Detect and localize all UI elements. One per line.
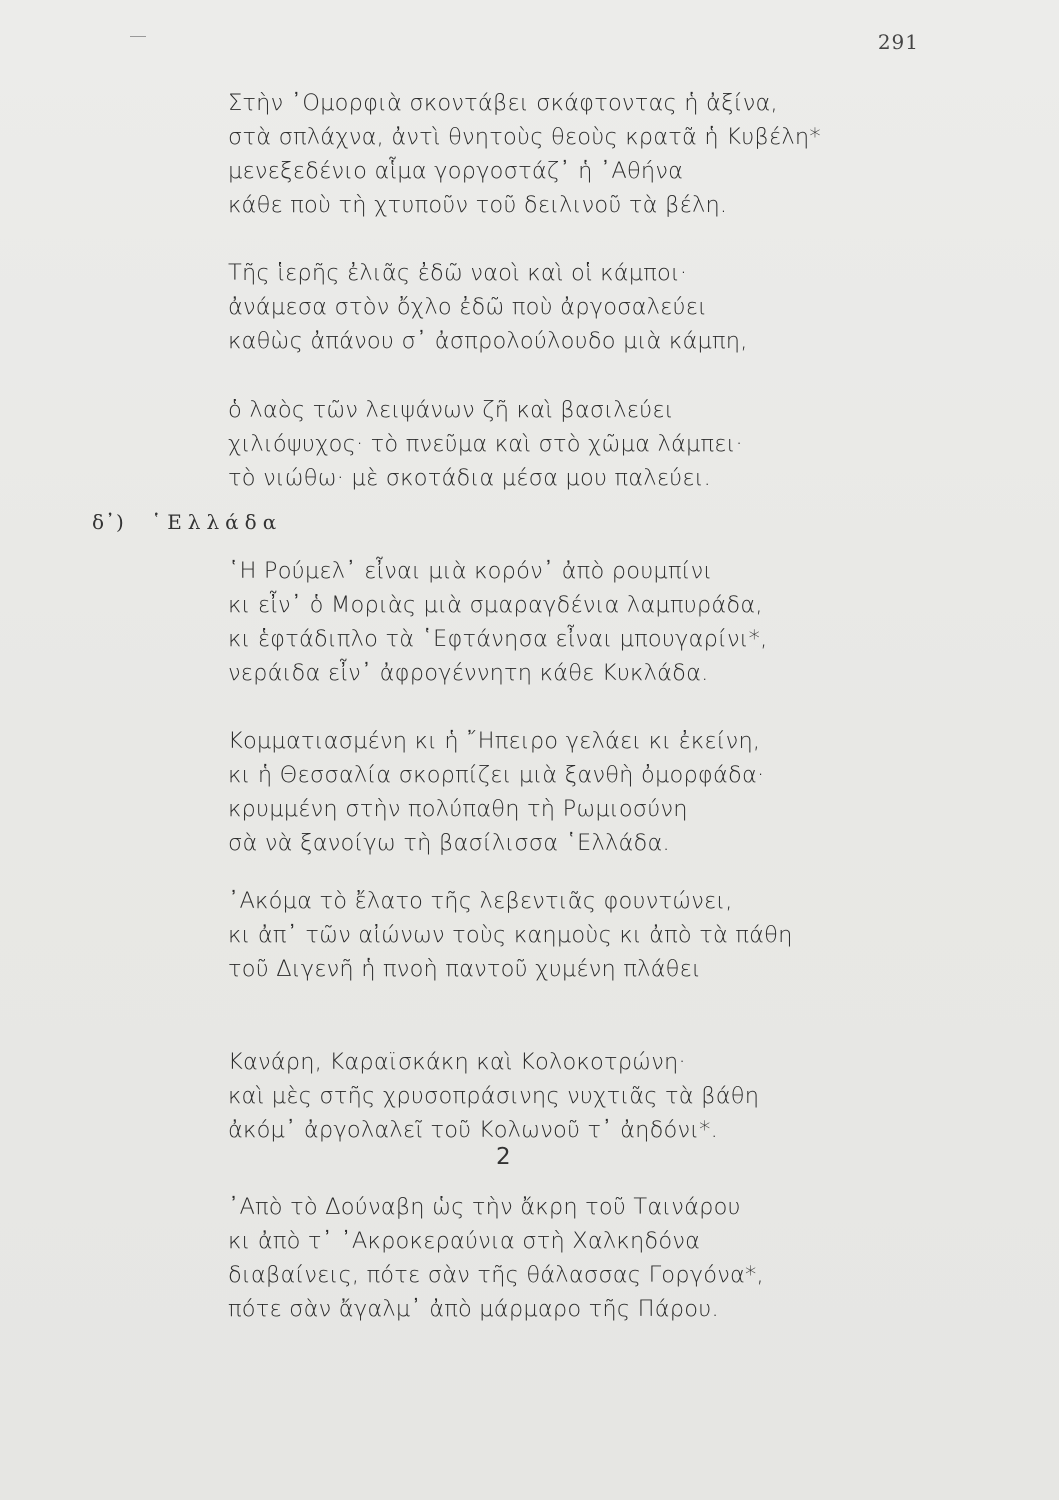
- verse-line: Κομματιασμένη κι ἡ ῎Ηπειρο γελάει κι ἐκείνη,: [228, 728, 761, 754]
- verse-line: τὸ νιώθω· μὲ σκοτάδια μέσα μου παλεύει.: [228, 465, 712, 491]
- verse-line: κρυμμένη στὴν πολύπαθη τὴ Ρωμιοσύνη: [228, 796, 688, 822]
- verse-line: μενεξεδένιο αἷμα γοργοστάζ᾿ ἡ ᾿Αθήνα: [228, 158, 684, 184]
- verse-line: ὁ λαὸς τῶν λειψάνων ζῆ καὶ βασιλεύει: [228, 397, 674, 423]
- verse-line: Τῆς ἱερῆς ἐλιᾶς ἐδῶ ναοὶ καὶ οἱ κάμποι·: [228, 260, 688, 286]
- verse-line: ἀκόμ᾿ ἀργολαλεῖ τοῦ Κολωνοῦ τ᾿ ἀηδόνι*.: [228, 1117, 718, 1143]
- stanza-7: [228, 1045, 759, 1147]
- verse-line: σὰ νὰ ξανοίγω τὴ βασίλισσα ῾Ελλάδα.: [228, 830, 670, 856]
- stanza-2: [228, 256, 748, 358]
- section-heading: [92, 510, 282, 534]
- stanza-1: [228, 86, 821, 222]
- verse-line: Στὴν ᾿Ομορφιὰ σκοντάβει σκάφτοντας ἡ ἀξίνα,: [228, 90, 778, 116]
- verse-line: πότε σὰν ἄγαλμ᾿ ἀπὸ μάρμαρο τῆς Πάρου.: [228, 1296, 719, 1322]
- page-number: 291: [877, 30, 919, 54]
- verse-line: κι ἡ Θεσσαλία σκορπίζει μιὰ ξανθὴ ὀμορφάδα·: [228, 762, 765, 788]
- part-number: 2: [496, 1144, 511, 1170]
- stanza-5: [228, 724, 764, 860]
- verse-line: κι ἀπ᾿ τῶν αἰώνων τοὺς καημοὺς κι ἀπὸ τὰ πάθη: [228, 922, 793, 948]
- verse-line: κι ἑφτάδιπλο τὰ ῾Εφτάνησα εἶναι μπουγαρίνι*,: [228, 626, 768, 652]
- verse-line: κι εἶν᾿ ὁ Μοριὰς μιὰ σμαραγδένια λαμπυράδα,: [228, 592, 763, 618]
- stanza-4: [228, 554, 767, 690]
- section-title: ῾Ελλάδα: [151, 510, 283, 534]
- verse-line: τοῦ Διγενῆ ἡ πνοὴ παντοῦ χυμένη πλάθει: [228, 956, 701, 982]
- verse-line: χιλιόψυχος· τὸ πνεῦμα καὶ στὸ χῶμα λάμπει·: [228, 431, 743, 457]
- verse-line: καθὼς ἀπάνου σ᾿ ἀσπρολούλουδο μιὰ κάμπη,: [228, 328, 748, 354]
- verse-line: στὰ σπλάχνα, ἀντὶ θνητοὺς θεοὺς κρατᾶ ἡ Κυβέλη*: [228, 124, 821, 150]
- verse-line: κι ἀπὸ τ᾿ ᾿Ακροκεραύνια στὴ Χαλκηδόνα: [228, 1228, 701, 1254]
- verse-line: νεράιδα εἶν᾿ ἀφρογέννητη κάθε Κυκλάδα.: [228, 660, 709, 686]
- section-number: δ᾿): [92, 510, 125, 534]
- verse-line: ᾿Ακόμα τὸ ἔλατο τῆς λεβεντιᾶς φουντώνει,: [228, 888, 733, 914]
- stanza-6: [228, 884, 793, 986]
- verse-line: κάθε ποὺ τὴ χτυποῦν τοῦ δειλινοῦ τὰ βέλη.: [228, 192, 728, 218]
- verse-line: ᾿Απὸ τὸ Δούναβη ὡς τὴν ἄκρη τοῦ Ταινάρου: [228, 1194, 741, 1220]
- verse-line: ἀνάμεσα στὸν ὄχλο ἐδῶ ποὺ ἀργοσαλεύει: [228, 294, 708, 320]
- verse-line: διαβαίνεις, πότε σὰν τῆς θάλασσας Γοργόνα*,: [228, 1262, 764, 1288]
- stanza-3: [228, 393, 743, 495]
- stanza-8: [228, 1190, 764, 1326]
- verse-line: καὶ μὲς στῆς χρυσοπράσινης νυχτιᾶς τὰ βάθη: [228, 1083, 760, 1109]
- top-margin-mark: [130, 36, 146, 37]
- verse-line: ῾Η Ρούμελ᾿ εἶναι μιὰ κορόν᾿ ἀπὸ ρουμπίνι: [228, 558, 713, 584]
- verse-line: Κανάρη, Καραϊσκάκη καὶ Κολοκοτρώνη·: [228, 1049, 686, 1075]
